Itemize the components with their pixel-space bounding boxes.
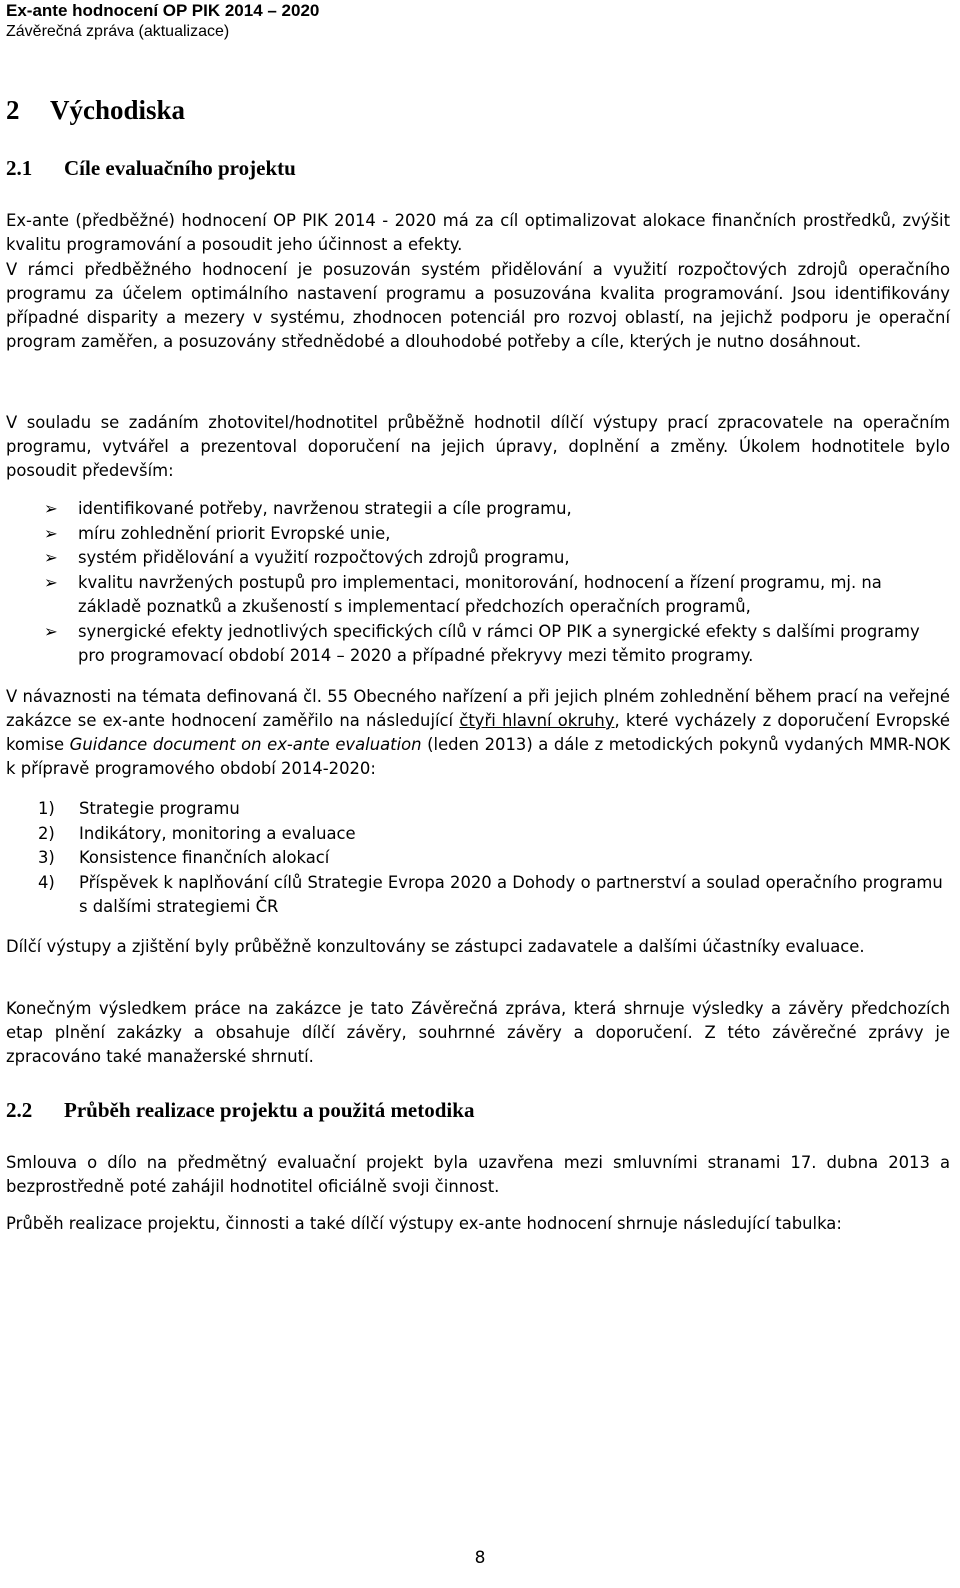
list-number: 3) — [38, 848, 55, 867]
guidance-document-title: Guidance document on ex-ante evaluation — [69, 735, 422, 754]
arrow-bullet-icon: ➢ — [44, 499, 58, 518]
section-2-1-title: Cíle evaluačního projektu — [64, 156, 296, 180]
priority-bullet-list — [6, 497, 950, 669]
list-item: ➢ identifikované potřeby, navrženou strategii a cíle programu, — [6, 497, 950, 522]
list-item: ➢ kvalitu navržených postupů pro implementaci, monitorování, hodnocení a řízení programu, mj. na základě poznatků a zkušeností s implementací předchozích operačních programů, — [44, 572, 882, 616]
list-item: ➢ míru zohlednění priorit Evropské unie, — [6, 522, 950, 547]
section-2-title: Východiska — [50, 95, 186, 125]
arrow-bullet-icon: ➢ — [44, 621, 58, 641]
paragraph-8: Průběh realizace projektu, činnosti a také dílčí výstupy ex-ante hodnocení shrnuje následující tabulka: — [6, 1214, 842, 1233]
page-header — [6, 0, 319, 42]
list-item: 3) Konsistence finančních alokací — [6, 846, 950, 871]
header-subtitle: Závěrečná zpráva (aktualizace) — [6, 23, 230, 40]
section-2-2-title: Průběh realizace projektu a použitá metodika — [64, 1098, 475, 1122]
section-2-number: 2 — [6, 95, 20, 125]
page-number: 8 — [474, 1548, 486, 1568]
paragraph-4: V návaznosti na témata definovaná čl. 55 Obecného nařízení a při jejich plném zohlednění během prací na veřejné zakázce se ex-ante hodnocení zaměřilo na následující čtyři hlavní okruhy, které vycházely z doporučení Evropské komise Guidance document on ex-ante evaluation (leden 2013) a dále z metodických pokynů vydaných MMR-NOK k přípravě programového období 2014-2020: — [6, 687, 950, 778]
list-number: 1) — [38, 799, 55, 818]
list-item: 2) Indikátory, monitoring a evaluace — [6, 822, 950, 847]
list-item: 4) Příspěvek k naplňování cílů Strategie Evropa 2020 a Dohody o partnerství a soulad operačního programu s dalšími strategiemi ČR — [38, 872, 943, 916]
main-areas-numbered-list — [6, 797, 950, 920]
list-number: 4) — [38, 872, 55, 892]
section-2-heading — [6, 95, 185, 126]
section-2-1-heading — [6, 156, 296, 181]
paragraph-6: Konečným výsledkem práce na zakázce je tato Závěrečná zpráva, která shrnuje výsledky a závěry předchozích etap plnění zakázky a obsahuje dílčí závěry, souhrnné závěry a doporučení. Z této závěrečné zprávy je zpracováno také manažerské shrnutí. — [6, 999, 950, 1066]
list-number: 2) — [38, 823, 55, 843]
arrow-bullet-icon: ➢ — [44, 548, 58, 567]
list-item: ➢ systém přidělování a využití rozpočtových zdrojů programu, — [6, 546, 950, 571]
header-title: Ex-ante hodnocení OP PIK 2014 – 2020 — [6, 1, 320, 20]
paragraph-5: Dílčí výstupy a zjištění byly průběžně konzultovány se zástupci zadavatele a dalšími účastníky evaluace. — [6, 937, 865, 956]
paragraph-2: V rámci předběžného hodnocení je posuzován systém přidělování a využití rozpočtových zdrojů operačního programu za účelem optimálního nastavení programu a posuzována kvalita programování. Jsou identifikovány případné disparity a mezery v systému, zhodnocen potenciál pro rozvoj oblastí, na jejichž podporu je operační program zaměřen, a posuzovány střednědobé a dlouhodobé potřeby a cíle, kterých je nutno dosáhnout. — [6, 260, 950, 351]
paragraph-3: V souladu se zadáním zhotovitel/hodnotitel průběžně hodnotil dílčí výstupy prací zpracovatele na operačním programu, vytvářel a prezentoval doporučení na jejich úpravy, doplnění a změny. Úkolem hodnotitele bylo posoudit především: — [6, 413, 950, 480]
section-2-2-heading — [6, 1098, 474, 1123]
paragraph-7: Smlouva o dílo na předmětný evaluační projekt byla uzavřena mezi smluvními stranami 17. dubna 2013 a bezprostředně poté zahájil hodnotitel oficiálně svoji činnost. — [6, 1153, 950, 1196]
paragraph-1: Ex-ante (předběžné) hodnocení OP PIK 2014 - 2020 má za cíl optimalizovat alokace finančních prostředků, zvýšit kvalitu programování a posoudit jeho účinnost a efekty. — [6, 211, 950, 254]
arrow-bullet-icon: ➢ — [44, 572, 58, 592]
arrow-bullet-icon: ➢ — [44, 523, 58, 543]
list-item: ➢ synergické efekty jednotlivých specifických cílů v rámci OP PIK a synergické efekty s dalšími programy pro programovací období 2014 – 2020 a případné překryvy mezi těmito programy. — [44, 621, 920, 665]
list-item: 1) Strategie programu — [6, 797, 950, 822]
section-2-2-number: 2.2 — [6, 1098, 33, 1122]
underlined-phrase: čtyři hlavní okruhy — [459, 711, 615, 730]
section-2-1-number: 2.1 — [6, 156, 33, 180]
